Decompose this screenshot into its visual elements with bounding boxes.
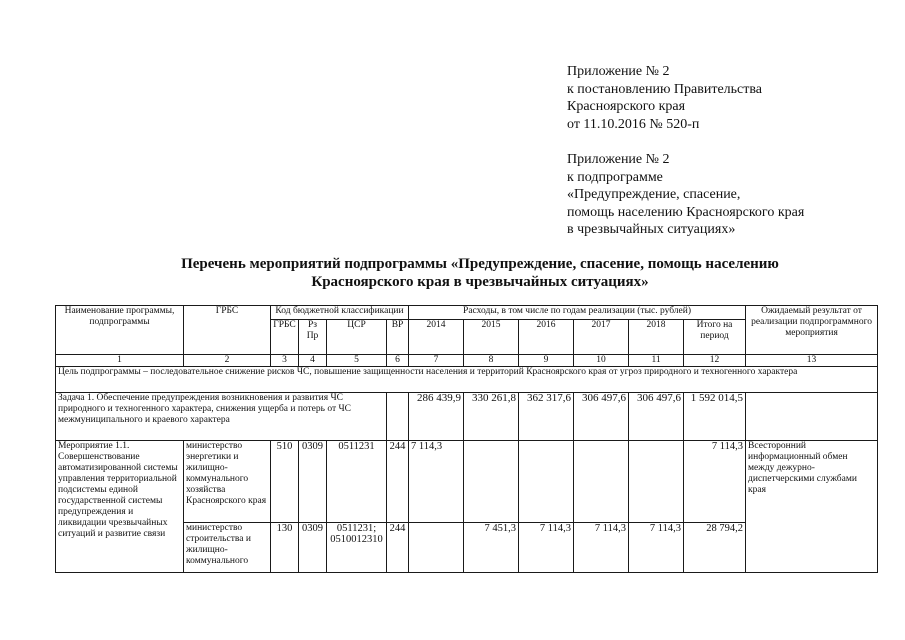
column-number: 5 (327, 355, 387, 367)
task-1-2015: 330 261,8 (464, 393, 519, 441)
column-number: 8 (464, 355, 519, 367)
header-expenses: Расходы, в том числе по годам реализации (тыс. рублей) (409, 306, 746, 320)
measure-1-csr: 0511231; 0510012310 (327, 523, 387, 573)
column-number: 12 (684, 355, 746, 367)
measure-1-grbs-code: 130 (271, 523, 299, 573)
measure-1-expected-result: Всесторонний информационный обмен между дежурно-диспетчерскими службами края (746, 441, 878, 573)
appendix-line: помощь населению Красноярского края (567, 204, 805, 220)
appendix-line: от 11.10.2016 № 520-п (567, 116, 700, 132)
subheader-2014: 2014 (409, 320, 464, 355)
measures-table (55, 305, 878, 573)
column-number: 6 (387, 355, 409, 367)
column-number: 7 (409, 355, 464, 367)
measure-1-rzpr: 0309 (299, 441, 327, 523)
measure-1-2015: 7 451,3 (464, 523, 519, 573)
measure-1-total: 28 794,2 (684, 523, 746, 573)
header-row (56, 306, 878, 320)
appendix-line: Красноярского края (567, 99, 686, 114)
task-1-2014: 286 439,9 (409, 393, 464, 441)
column-number: 2 (184, 355, 271, 367)
measure-1-csr: 0511231 (327, 441, 387, 523)
subheader-total: Итого на период (684, 320, 746, 355)
document-title-line-2: Красноярского края в чрезвычайных ситуациях» (311, 274, 649, 290)
subheader-grbs: ГРБС (271, 320, 299, 355)
measure-1-grbs: министерство энергетики и жилищно-коммунального хозяйства Красноярского края (184, 441, 271, 523)
measure-1-2016 (519, 441, 574, 523)
column-number: 3 (271, 355, 299, 367)
header-budget-classification: Код бюджетной классификации (271, 306, 409, 320)
header-name: Наименование программы, подпрограммы (56, 306, 184, 355)
document-title-line-1: Перечень мероприятий подпрограммы «Предупреждение, спасение, помощь населению (181, 256, 779, 272)
column-number: 4 (299, 355, 327, 367)
subheader-2018: 2018 (629, 320, 684, 355)
appendix-line: к постановлению Правительства (567, 81, 763, 97)
appendix-line: к подпрограмме (567, 169, 663, 185)
subprogram-goal: Цель подпрограммы – последовательное снижение рисков ЧС, повышение защищенности населения и территорий Красноярского края от угроз природного и техногенного характера (56, 367, 878, 393)
subheader-rzpr: Рз Пр (299, 320, 327, 355)
appendix-subprogram-block (567, 151, 804, 239)
column-number: 1 (56, 355, 184, 367)
subheader-2016: 2016 (519, 320, 574, 355)
task-1-result (746, 393, 878, 441)
subheader-2017: 2017 (574, 320, 629, 355)
column-number: 13 (746, 355, 878, 367)
task-1-vr (387, 393, 409, 441)
appendix-line: Приложение № 2 (567, 64, 670, 79)
task-1-2017: 306 497,6 (574, 393, 629, 441)
measure-1-grbs-code: 510 (271, 441, 299, 523)
task-1-total: 1 592 014,5 (684, 393, 746, 441)
measure-1-name: Мероприятие 1.1. Совершенствование автоматизированной системы управления территориальной подсистемы единой государственной системы предупреждения и ликвидации чрезвычайных ситуаций и развитие связи (56, 441, 184, 573)
subheader-2015: 2015 (464, 320, 519, 355)
task-1-2016: 362 317,6 (519, 393, 574, 441)
header-expected-result: Ожидаемый результат от реализации подпрограммного мероприятия (746, 306, 878, 355)
subheader-vr: ВР (387, 320, 409, 355)
measure-1-2014 (409, 523, 464, 573)
task-1-2018: 306 497,6 (629, 393, 684, 441)
document-title (150, 255, 810, 291)
appendix-resolution-block (567, 63, 762, 133)
measure-1-2014: 7 114,3 (409, 441, 464, 523)
subheader-csr: ЦСР (327, 320, 387, 355)
column-number: 10 (574, 355, 629, 367)
column-number: 11 (629, 355, 684, 367)
measure-row (56, 441, 878, 523)
measure-1-2016: 7 114,3 (519, 523, 574, 573)
measure-1-grbs: министерство строительства и жилищно-коммунального (184, 523, 271, 573)
task-1-text: Задача 1. Обеспечение предупреждения возникновения и развития ЧС природного и техногенного характера, снижения ущерба и потерь от ЧС межмуниципального и краевого характера (56, 393, 387, 441)
column-number-row (56, 355, 878, 367)
measure-1-vr: 244 (387, 441, 409, 523)
appendix-line: в чрезвычайных ситуациях» (567, 222, 736, 237)
task-row (56, 393, 878, 441)
header-grbs: ГРБС (184, 306, 271, 355)
measure-1-2017: 7 114,3 (574, 523, 629, 573)
measure-1-2015 (464, 441, 519, 523)
column-number: 9 (519, 355, 574, 367)
measure-1-2017 (574, 441, 629, 523)
measure-1-total: 7 114,3 (684, 441, 746, 523)
measure-1-rzpr: 0309 (299, 523, 327, 573)
measure-1-vr: 244 (387, 523, 409, 573)
measure-1-2018 (629, 441, 684, 523)
appendix-line: Приложение № 2 (567, 152, 670, 167)
measure-1-2018: 7 114,3 (629, 523, 684, 573)
goal-row (56, 367, 878, 393)
appendix-line: «Предупреждение, спасение, (567, 187, 741, 202)
